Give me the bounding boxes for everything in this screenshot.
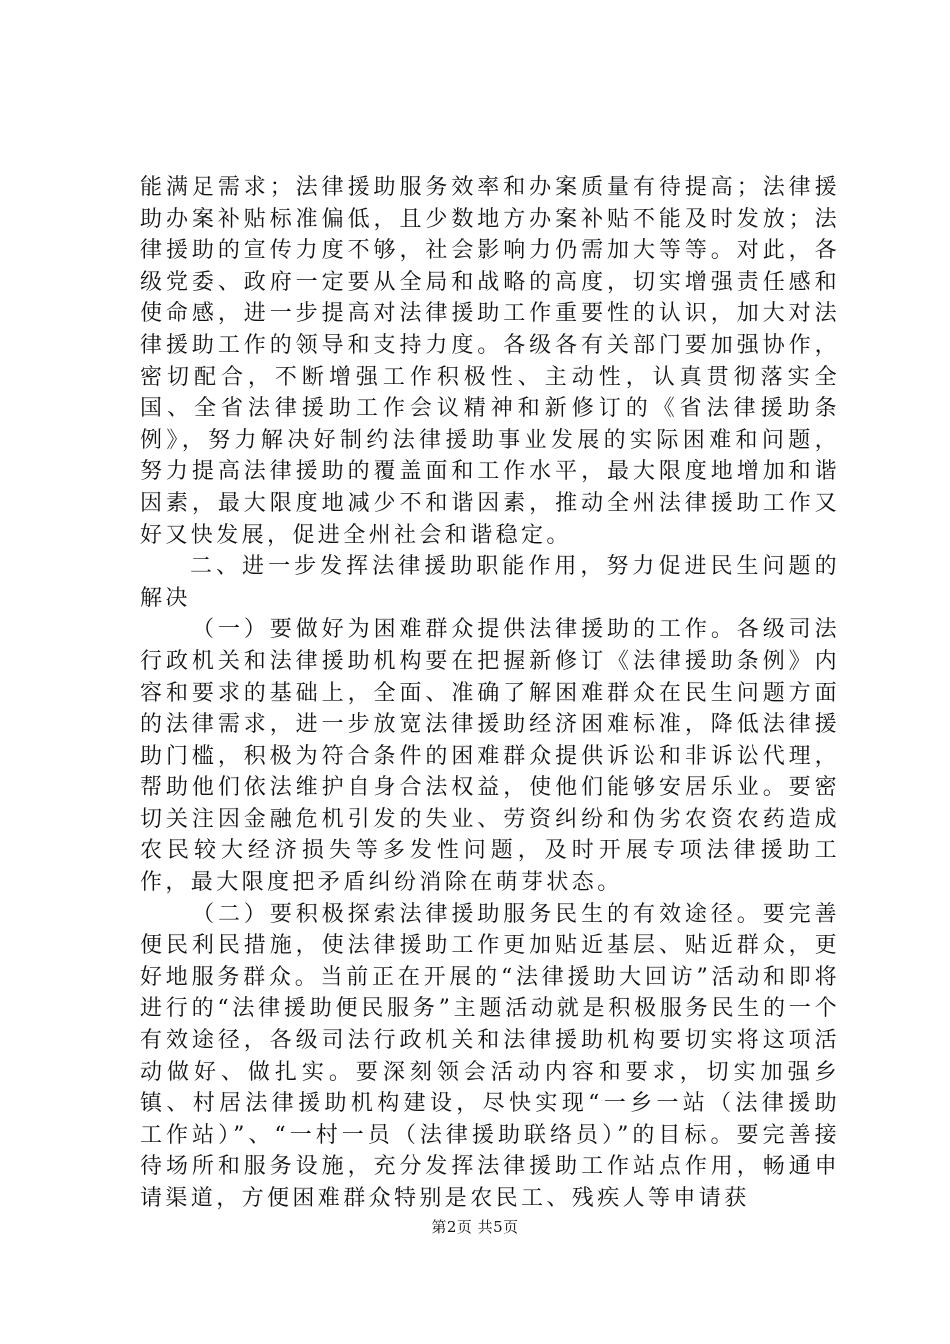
subsection-paragraph-two: （二）要积极探索法律援助服务民生的有效途径。要完善便民利民措施，使法律援助工作更加贴近基层、贴近群众，更好地服务群众。当前正在开展的“法律援助大回访”活动和即将进行的“法律援助便民服务”主题活动就是积极服务民生的一个有效途径，各级司法行政机关和法律援助机构要切实将这项活动做好、做扎实。要深刻领会活动内容和要求，切实加强乡镇、村居法律援助机构建设，尽快实现“一乡一站（法律援助工作站）”、“一村一员（法律援助联络员）”的目标。要完善接待场所和服务设施，充分发挥法律援助工作站点作用，畅通申请渠道，方便困难群众特别是农民工、残疾人等申请获 <box>140 901 840 1211</box>
document-body <box>140 172 840 1215</box>
page-footer: 第2页 共5页 <box>431 1218 519 1236</box>
body-paragraph-continued: 能满足需求；法律援助服务效率和办案质量有待提高；法律援助办案补贴标准偏低，且少数地方办案补贴不能及时发放；法律援助的宣传力度不够，社会影响力仍需加大等等。对此，各级党委、政府一定要从全局和战略的高度，切实增强责任感和使命感，进一步提高对法律援助工作重要性的认识，加大对法律援助工作的领导和支持力度。各级各有关部门要加强协作，密切配合，不断增强工作积极性、主动性，认真贯彻落实全国、全省法律援助工作会议精神和新修订的《省法律援助条例》，努力解决好制约法律援助事业发展的实际困难和问题，努力提高法律援助的覆盖面和工作水平，最大限度地增加和谐因素，最大限度地减少不和谐因素，推动全州法律援助工作又好又快发展，促进全州社会和谐稳定。 <box>140 175 840 548</box>
section-heading-two: 二、进一步发挥法律援助职能作用，努力促进民生问题的解决 <box>140 554 840 611</box>
subsection-paragraph-one: （一）要做好为困难群众提供法律援助的工作。各级司法行政机关和法律援助机构要在把握新修订《法律援助条例》内容和要求的基础上，全面、准确了解困难群众在民生问题方面的法律需求，进一步放宽法律援助经济困难标准，降低法律援助门槛，积极为符合条件的困难群众提供诉讼和非诉讼代理，帮助他们依法维护自身合法权益，使他们能够安居乐业。要密切关注因金融危机引发的失业、劳资纠纷和伪劣农资农药造成农民较大经济损失等多发性问题，及时开展专项法律援助工作，最大限度把矛盾纠纷消除在萌芽状态。 <box>140 617 840 896</box>
